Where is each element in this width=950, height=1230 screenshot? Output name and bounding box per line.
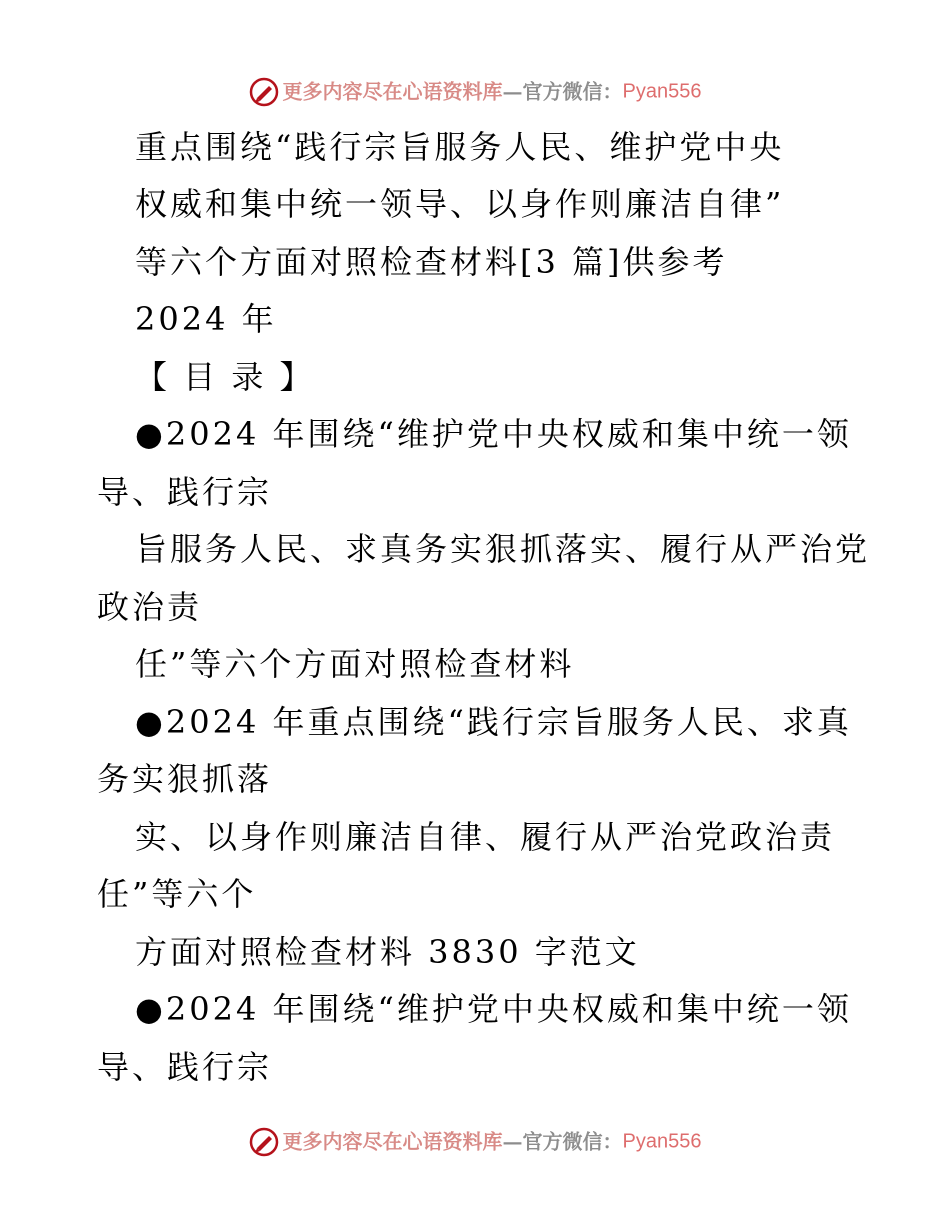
toc-item-1-line-5: 任”等六个方面对照检查材料 (135, 645, 575, 683)
watermark-official-text: —官方微信： (502, 79, 623, 104)
footer-watermark (0, 1124, 950, 1158)
toc-item-1-line-1: ●2024 年围绕“维护党中央权威和集中统一领 (135, 415, 852, 453)
toc-item-2-line-4: 任”等六个 (97, 875, 257, 913)
toc-item-2-line-1: ●2024 年重点围绕“践行宗旨服务人民、求真 (135, 703, 852, 741)
toc-item-2-line-2: 务实狠抓落 (97, 760, 273, 798)
toc-item-1-line-3: 旨服务人民、求真务实狠抓落实、履行从严治党 (135, 530, 871, 568)
doc-title-line-3: 等六个方面对照检查材料[3 篇]供参考 (135, 243, 728, 281)
doc-title-line-2: 权威和集中统一领导、以身作则廉洁自律” (135, 185, 785, 223)
watermark-wechat-id: Pyan556 (622, 80, 702, 103)
toc-heading: 【 目 录 】 (135, 358, 315, 396)
toc-item-3-line-1: ●2024 年围绕“维护党中央权威和集中统一领 (135, 990, 852, 1028)
toc-item-1-line-4: 政治责 (97, 588, 203, 626)
toc-item-2-line-5: 方面对照检查材料 3830 字范文 (135, 933, 640, 971)
header-watermark (0, 74, 950, 108)
watermark-site-text: 更多内容尽在心语资料库 (282, 1129, 503, 1154)
watermark-official-text: —官方微信： (502, 1129, 623, 1154)
doc-year-line: 2024 年 (135, 300, 277, 338)
pen-logo-icon (249, 1127, 279, 1157)
pen-logo-icon (249, 77, 279, 107)
toc-item-3-line-2: 导、践行宗 (97, 1048, 273, 1086)
toc-item-1-line-2: 导、践行宗 (97, 473, 273, 511)
watermark-wechat-id: Pyan556 (622, 1130, 702, 1153)
toc-item-2-line-3: 实、以身作则廉洁自律、履行从严治党政治责 (135, 818, 836, 856)
watermark-site-text: 更多内容尽在心语资料库 (282, 79, 503, 104)
doc-title-line-1: 重点围绕“践行宗旨服务人民、维护党中央 (135, 128, 785, 166)
